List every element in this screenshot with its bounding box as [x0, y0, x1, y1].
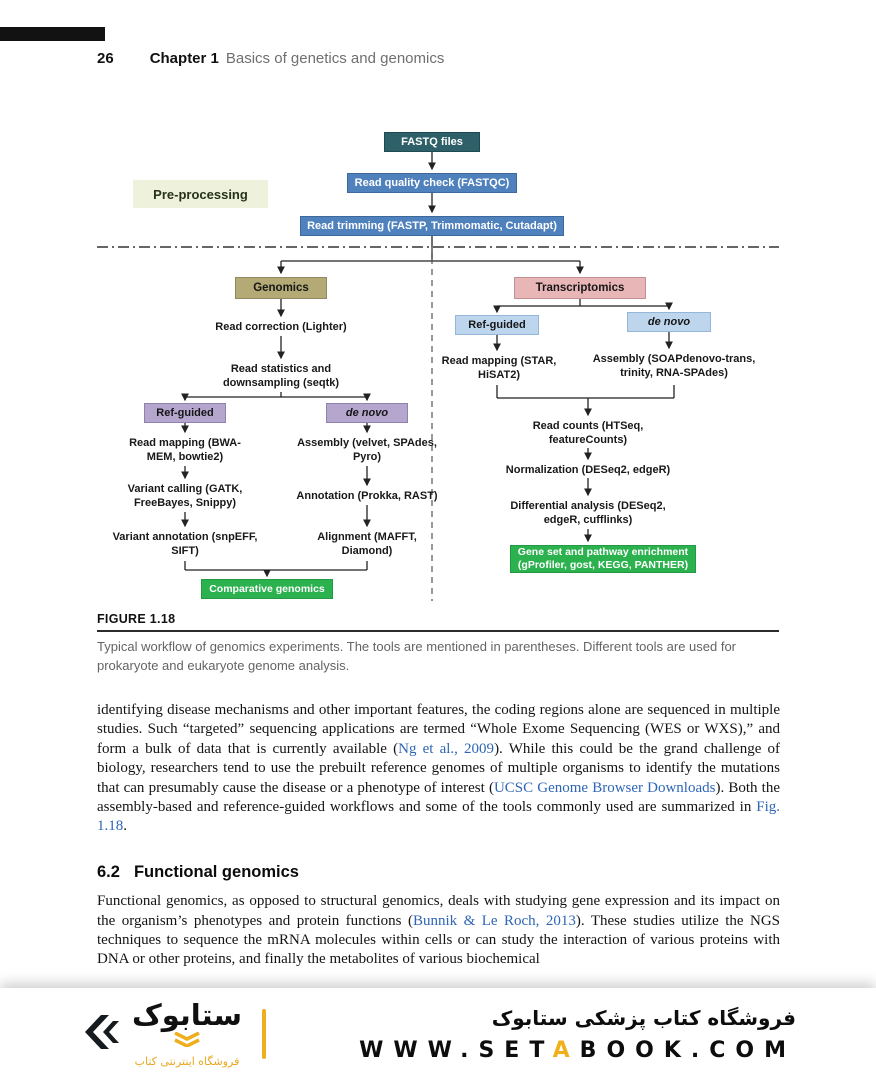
- node-differential-analysis: Differential analysis (DESeq2, edgeR, cufflinks): [510, 500, 666, 526]
- node-fastq-files: FASTQ files: [384, 132, 480, 152]
- section-number: 6.2: [97, 862, 120, 881]
- node-transcriptomics-ref-guided: Ref-guided: [455, 315, 539, 335]
- citation-link-bunnik-2013[interactable]: Bunnik & Le Roch, 2013: [412, 912, 576, 929]
- node-read-statistics: Read statistics and downsampling (seqtk): [222, 363, 340, 389]
- paragraph-functional-genomics: [97, 892, 780, 970]
- node-transcriptomics: Transcriptomics: [514, 277, 646, 299]
- chapter-title: Basics of genetics and genomics: [225, 50, 445, 67]
- figure-reference-link[interactable]: Fig. 1.18: [97, 799, 780, 835]
- figure-label: FIGURE 1.18: [97, 612, 176, 626]
- section-title: Functional genomics: [133, 862, 299, 881]
- store-name: فروشگاه کتاب پزشکی ستابوک: [491, 1005, 796, 1030]
- url-suffix: BOOK.COM: [579, 1037, 796, 1063]
- paragraph-text: ). These studies utilize the NGS techniques to sequence the mRNA molecules within cells or can study the interaction of various proteins with DNA or other proteins, and finally the metabolites of various biochemical: [97, 912, 781, 968]
- logo-divider: [262, 1009, 266, 1059]
- logo-text-block: [132, 997, 243, 1069]
- figure-rule: [97, 630, 779, 632]
- double-chevron-left-icon: [80, 1013, 120, 1056]
- label-pre-processing: Pre-processing: [133, 180, 268, 208]
- node-read-trimming: Read trimming (FASTP, Trimmomatic, Cutadapt): [300, 216, 564, 236]
- node-transcriptomics-de-novo: de novo: [627, 312, 711, 332]
- page-number: 26: [97, 50, 114, 67]
- paragraph-text: ). Both the assembly-based and reference-guided workflows and some of the tools commonly used are summarized in: [97, 779, 780, 816]
- node-variant-calling: Variant calling (GATK, FreeBayes, Snippy): [127, 483, 243, 509]
- node-alignment: Alignment (MAFFT, Diamond): [317, 531, 417, 557]
- citation-link-ucsc-downloads[interactable]: UCSC Genome Browser Downloads: [493, 779, 716, 796]
- logo-wordmark: ستابوک: [132, 997, 243, 1032]
- node-normalization: Normalization (DESeq2, edgeR): [505, 464, 671, 476]
- paragraph-text: Functional genomics, as opposed to structural genomics, deals with studying gene expression and its impact on the organism’s phenotypes and protein functions (: [97, 893, 780, 929]
- publisher-footer: [0, 988, 876, 1080]
- node-gene-set-enrichment: Gene set and pathway enrichment (gProfiler, gost, KEGG, PANTHER): [510, 545, 696, 573]
- node-genomics-de-novo: de novo: [326, 403, 408, 423]
- node-assembly-transcriptomics: Assembly (SOAPdenovo-trans, trinity, RNA-SPAdes): [592, 353, 756, 379]
- node-comparative-genomics: Comparative genomics: [201, 579, 333, 599]
- chapter-label: Chapter 1: [149, 50, 219, 67]
- logo-tagline: فروشگاه اینترنتی کتاب: [134, 1055, 240, 1069]
- section-heading-functional-genomics: [97, 863, 780, 882]
- node-read-counts: Read counts (HTSeq, featureCounts): [532, 420, 644, 446]
- node-read-mapping-transcriptomics: Read mapping (STAR, HiSAT2): [441, 355, 557, 381]
- body-text: [97, 701, 780, 970]
- url-prefix: WWW.SET: [359, 1037, 553, 1063]
- page-header: [97, 50, 444, 67]
- gold-chevrons-icon: [173, 1032, 201, 1052]
- paragraph-text: identifying disease mechanisms and other important features, the coding regions alone are sequenced in multiple studies. Such “targeted” sequencing applications are termed “Whole Exome Sequencing (WES or WXS),” and form a bulk of data that is currently available (: [97, 702, 780, 757]
- node-genomics-ref-guided: Ref-guided: [144, 403, 226, 423]
- footer-store-info: [359, 1006, 796, 1063]
- setabook-logo[interactable]: [80, 997, 266, 1069]
- paragraph-text: .: [123, 818, 127, 835]
- website-url[interactable]: [359, 1038, 796, 1063]
- figure-caption: Typical workflow of genomics experiments. The tools are mentioned in parentheses. Different tools are used for prokaryote and eukaryote genome analysis.: [97, 639, 737, 673]
- node-genomics: Genomics: [235, 277, 327, 299]
- citation-link-ng-2009[interactable]: Ng et al., 2009: [398, 740, 495, 757]
- url-accent-letter: A: [552, 1037, 580, 1063]
- node-read-quality-check: Read quality check (FASTQC): [347, 173, 517, 193]
- node-read-correction: Read correction (Lighter): [215, 321, 347, 333]
- node-annotation: Annotation (Prokka, RAST): [296, 490, 438, 502]
- paragraph-text: ). While this could be the grand challenge of biology, researchers tend to use the prebuilt reference genomes of multiple organisms to identify the mutations that can presumably cause the disease or a phenotype of interest (: [97, 740, 781, 796]
- paragraph-wes: [97, 701, 780, 837]
- node-read-mapping-genomics: Read mapping (BWA-MEM, bowtie2): [129, 437, 241, 463]
- node-variant-annotation: Variant annotation (snpEFF, SIFT): [112, 531, 258, 557]
- print-marker-bar: [0, 27, 105, 41]
- node-assembly-genomics: Assembly (velvet, SPAdes, Pyro): [297, 437, 437, 463]
